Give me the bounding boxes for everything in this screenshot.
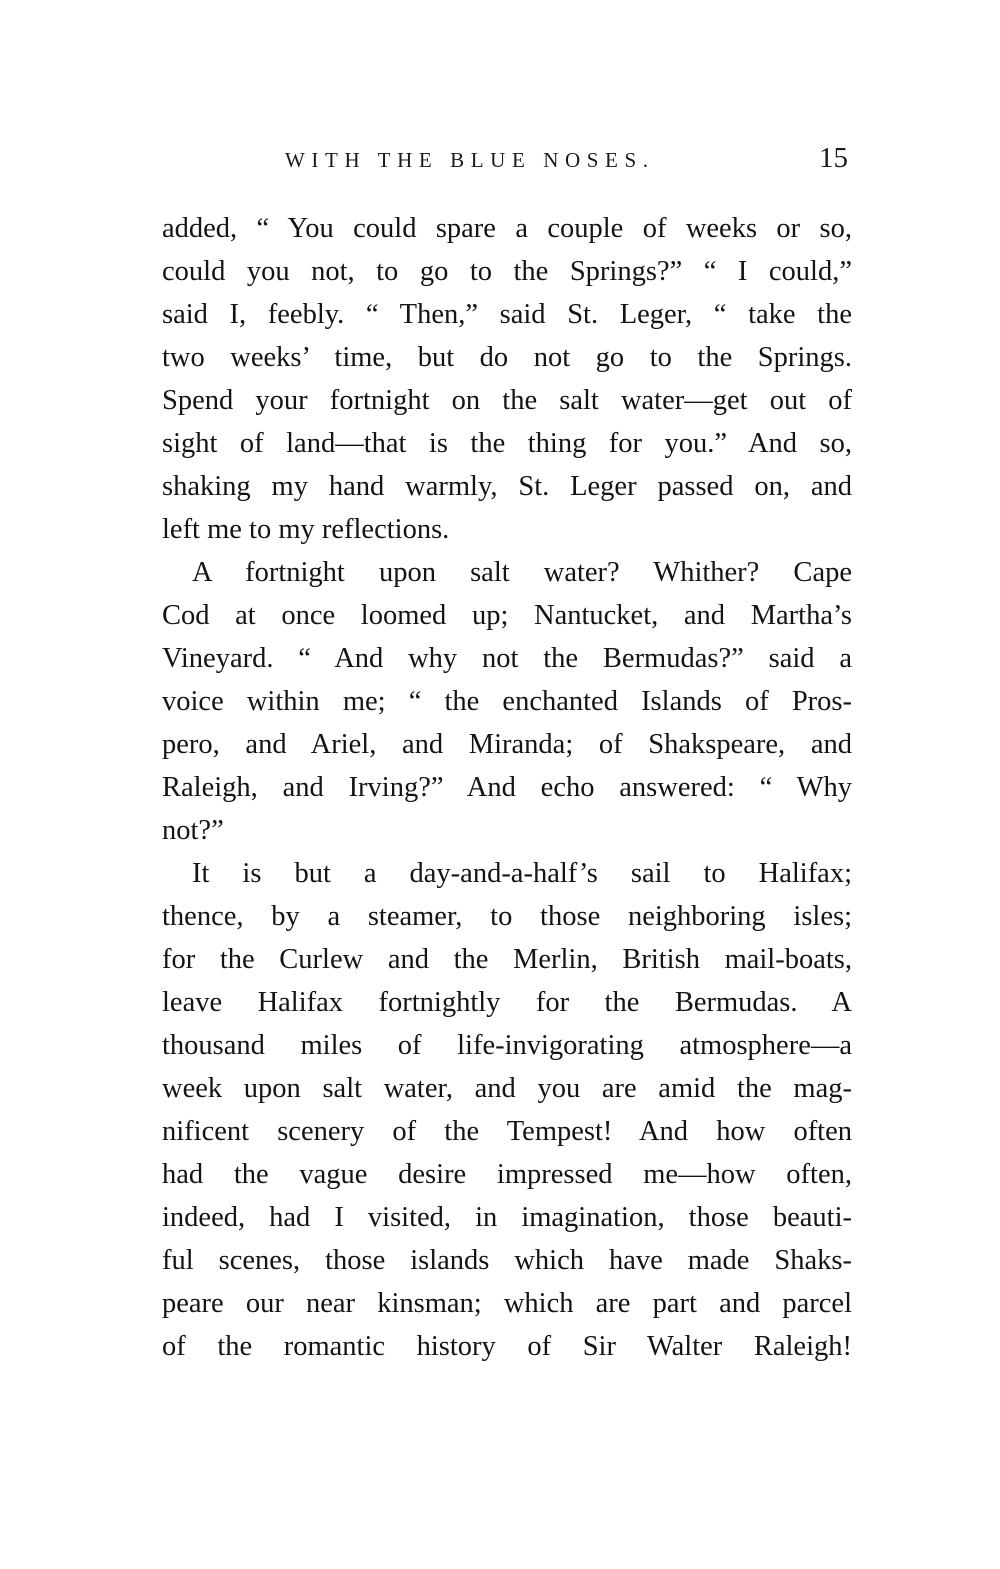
body-text <box>162 207 852 1368</box>
text-line: shaking my hand warmly, St. Leger passed on, and <box>162 471 852 502</box>
text-line: thence, by a steamer, to those neighboring isles; <box>162 901 852 932</box>
text-line: two weeks’ time, but do not go to the Springs. <box>162 342 852 373</box>
text-line: added, “ You could spare a couple of weeks or so, <box>162 213 852 244</box>
text-line: Cod at once loomed up; Nantucket, and Martha’s <box>162 600 852 631</box>
text-line: Raleigh, and Irving?” And echo answered: “ Why <box>162 772 852 803</box>
text-line: thousand miles of life-invigorating atmosphere—a <box>162 1030 852 1061</box>
text-line: voice within me; “ the enchanted Islands of Pros- <box>162 686 852 717</box>
text-line: of the romantic history of Sir Walter Raleigh! <box>162 1331 852 1362</box>
text-line: peare our near kinsman; which are part and parcel <box>162 1288 852 1319</box>
text-line: sight of land—that is the thing for you.” And so, <box>162 428 852 459</box>
text-line: Vineyard. “ And why not the Bermudas?” said a <box>162 643 852 674</box>
text-line: had the vague desire impressed me—how often, <box>162 1159 852 1190</box>
text-line: Spend your fortnight on the salt water—get out of <box>162 385 852 416</box>
running-head <box>162 142 852 182</box>
paragraph-2 <box>162 551 852 852</box>
text-line: said I, feebly. “ Then,” said St. Leger, “ take the <box>162 299 852 330</box>
text-line: week upon salt water, and you are amid the mag- <box>162 1073 852 1104</box>
paragraph-1 <box>162 207 852 551</box>
page-number: 15 <box>819 142 848 174</box>
text-line: for the Curlew and the Merlin, British mail-boats, <box>162 944 852 975</box>
text-line: A fortnight upon salt water? Whither? Cape <box>192 557 852 588</box>
text-line: not?” <box>162 815 224 846</box>
text-line: ful scenes, those islands which have made Shaks- <box>162 1245 852 1276</box>
text-line: It is but a day-and-a-half’s sail to Halifax; <box>192 858 852 889</box>
text-line: indeed, had I visited, in imagination, those beauti- <box>162 1202 852 1233</box>
text-line: left me to my reflections. <box>162 514 450 545</box>
running-title: WITH THE BLUE NOSES. <box>285 148 655 172</box>
text-line: pero, and Ariel, and Miranda; of Shakspeare, and <box>162 729 852 760</box>
paragraph-3 <box>162 852 852 1368</box>
text-line: leave Halifax fortnightly for the Bermudas. A <box>162 987 852 1018</box>
text-line: nificent scenery of the Tempest! And how often <box>162 1116 852 1147</box>
text-line: could you not, to go to the Springs?” “ I could,” <box>162 256 852 287</box>
